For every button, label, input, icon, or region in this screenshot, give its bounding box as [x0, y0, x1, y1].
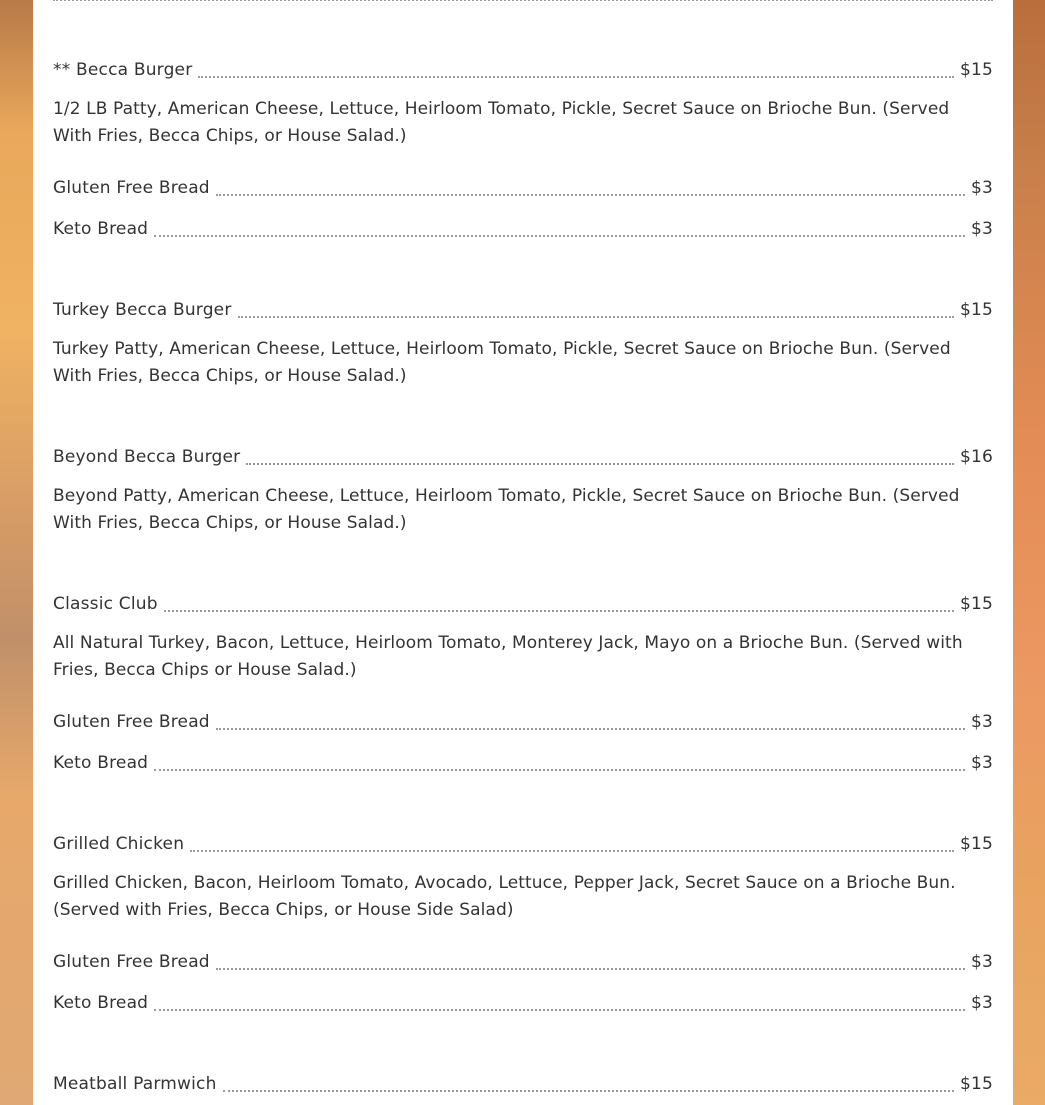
menu-panel [33, 0, 1013, 1105]
addon-keto-bread [53, 753, 993, 777]
menu-item-meatball-parmwich [53, 1074, 993, 1098]
leader-dots [246, 463, 954, 465]
addon-price: $3 [970, 712, 993, 732]
menu-item-name: Meatball Parmwich [53, 1074, 217, 1094]
menu-item-name: Classic Club [53, 594, 158, 614]
addon-name: Keto Bread [53, 753, 149, 773]
addon-name: Gluten Free Bread [53, 712, 210, 732]
menu-item-description: Grilled Chicken, Bacon, Heirloom Tomato, Avocado, Lettuce, Pepper Jack, Secret Sauce on a Brioche Bun. (Served with Fries, Becca Chips, or House Side Salad) [53, 873, 956, 920]
menu-item-description: Turkey Patty, American Cheese, Lettuce, Heirloom Tomato, Pickle, Secret Sauce on Brioche Bun. (Served With Fries, Becca Chips, or House Salad.) [53, 339, 951, 386]
addon-price: $3 [970, 178, 993, 198]
addon-price: $3 [970, 219, 993, 239]
menu-item-name: Beyond Becca Burger [53, 447, 241, 467]
menu-item-price: $15 [959, 300, 993, 320]
divider-dots [53, 0, 993, 1]
menu-item-name: Turkey Becca Burger [53, 300, 232, 320]
leader-dots [154, 235, 965, 237]
menu-item-price: $16 [959, 447, 993, 467]
menu-item-description: All Natural Turkey, Bacon, Lettuce, Heirloom Tomato, Monterey Jack, Mayo on a Brioche Bun. (Served with Fries, Becca Chips or House Salad.) [53, 633, 963, 680]
leader-dots [223, 1090, 954, 1092]
addon-name: Gluten Free Bread [53, 178, 210, 198]
leader-dots [216, 968, 965, 970]
addon-keto-bread [53, 993, 993, 1017]
leader-dots [164, 610, 954, 612]
addon-name: Keto Bread [53, 219, 149, 239]
menu-item-grilled-chicken [53, 834, 993, 924]
leader-dots [154, 1009, 965, 1011]
background-left [0, 0, 33, 1105]
leader-dots [198, 76, 954, 78]
leader-dots [238, 316, 954, 318]
menu-item-description: Beyond Patty, American Cheese, Lettuce, Heirloom Tomato, Pickle, Secret Sauce on Brioche Bun. (Served With Fries, Becca Chips, or House Salad.) [53, 486, 960, 533]
menu-item-becca-burger [53, 60, 993, 150]
menu-item-beyond-becca-burger [53, 447, 993, 537]
leader-dots [216, 728, 965, 730]
menu-item-description: 1/2 LB Patty, American Cheese, Lettuce, Heirloom Tomato, Pickle, Secret Sauce on Brioche Bun. (Served With Fries, Becca Chips, or House Salad.) [53, 99, 950, 146]
addon-price: $3 [970, 993, 993, 1013]
menu-item-turkey-becca-burger [53, 300, 993, 390]
leader-dots [190, 850, 954, 852]
addon-name: Keto Bread [53, 993, 149, 1013]
addon-gluten-free-bread [53, 178, 993, 202]
leader-dots [216, 194, 965, 196]
addon-price: $3 [970, 753, 993, 773]
leader-dots [154, 769, 965, 771]
background-right [1013, 0, 1045, 1105]
addon-price: $3 [970, 952, 993, 972]
menu-item-price: $15 [959, 834, 993, 854]
menu-item-price: $15 [959, 594, 993, 614]
addon-keto-bread [53, 219, 993, 243]
addon-gluten-free-bread [53, 952, 993, 976]
menu-item-header [53, 60, 993, 84]
menu-item-name: Grilled Chicken [53, 834, 185, 854]
menu-item-name: ** Becca Burger [53, 60, 193, 80]
addon-gluten-free-bread [53, 712, 993, 736]
menu-item-classic-club [53, 594, 993, 684]
menu-item-price: $15 [959, 1074, 993, 1094]
menu-item-price: $15 [959, 60, 993, 80]
addon-name: Gluten Free Bread [53, 952, 210, 972]
